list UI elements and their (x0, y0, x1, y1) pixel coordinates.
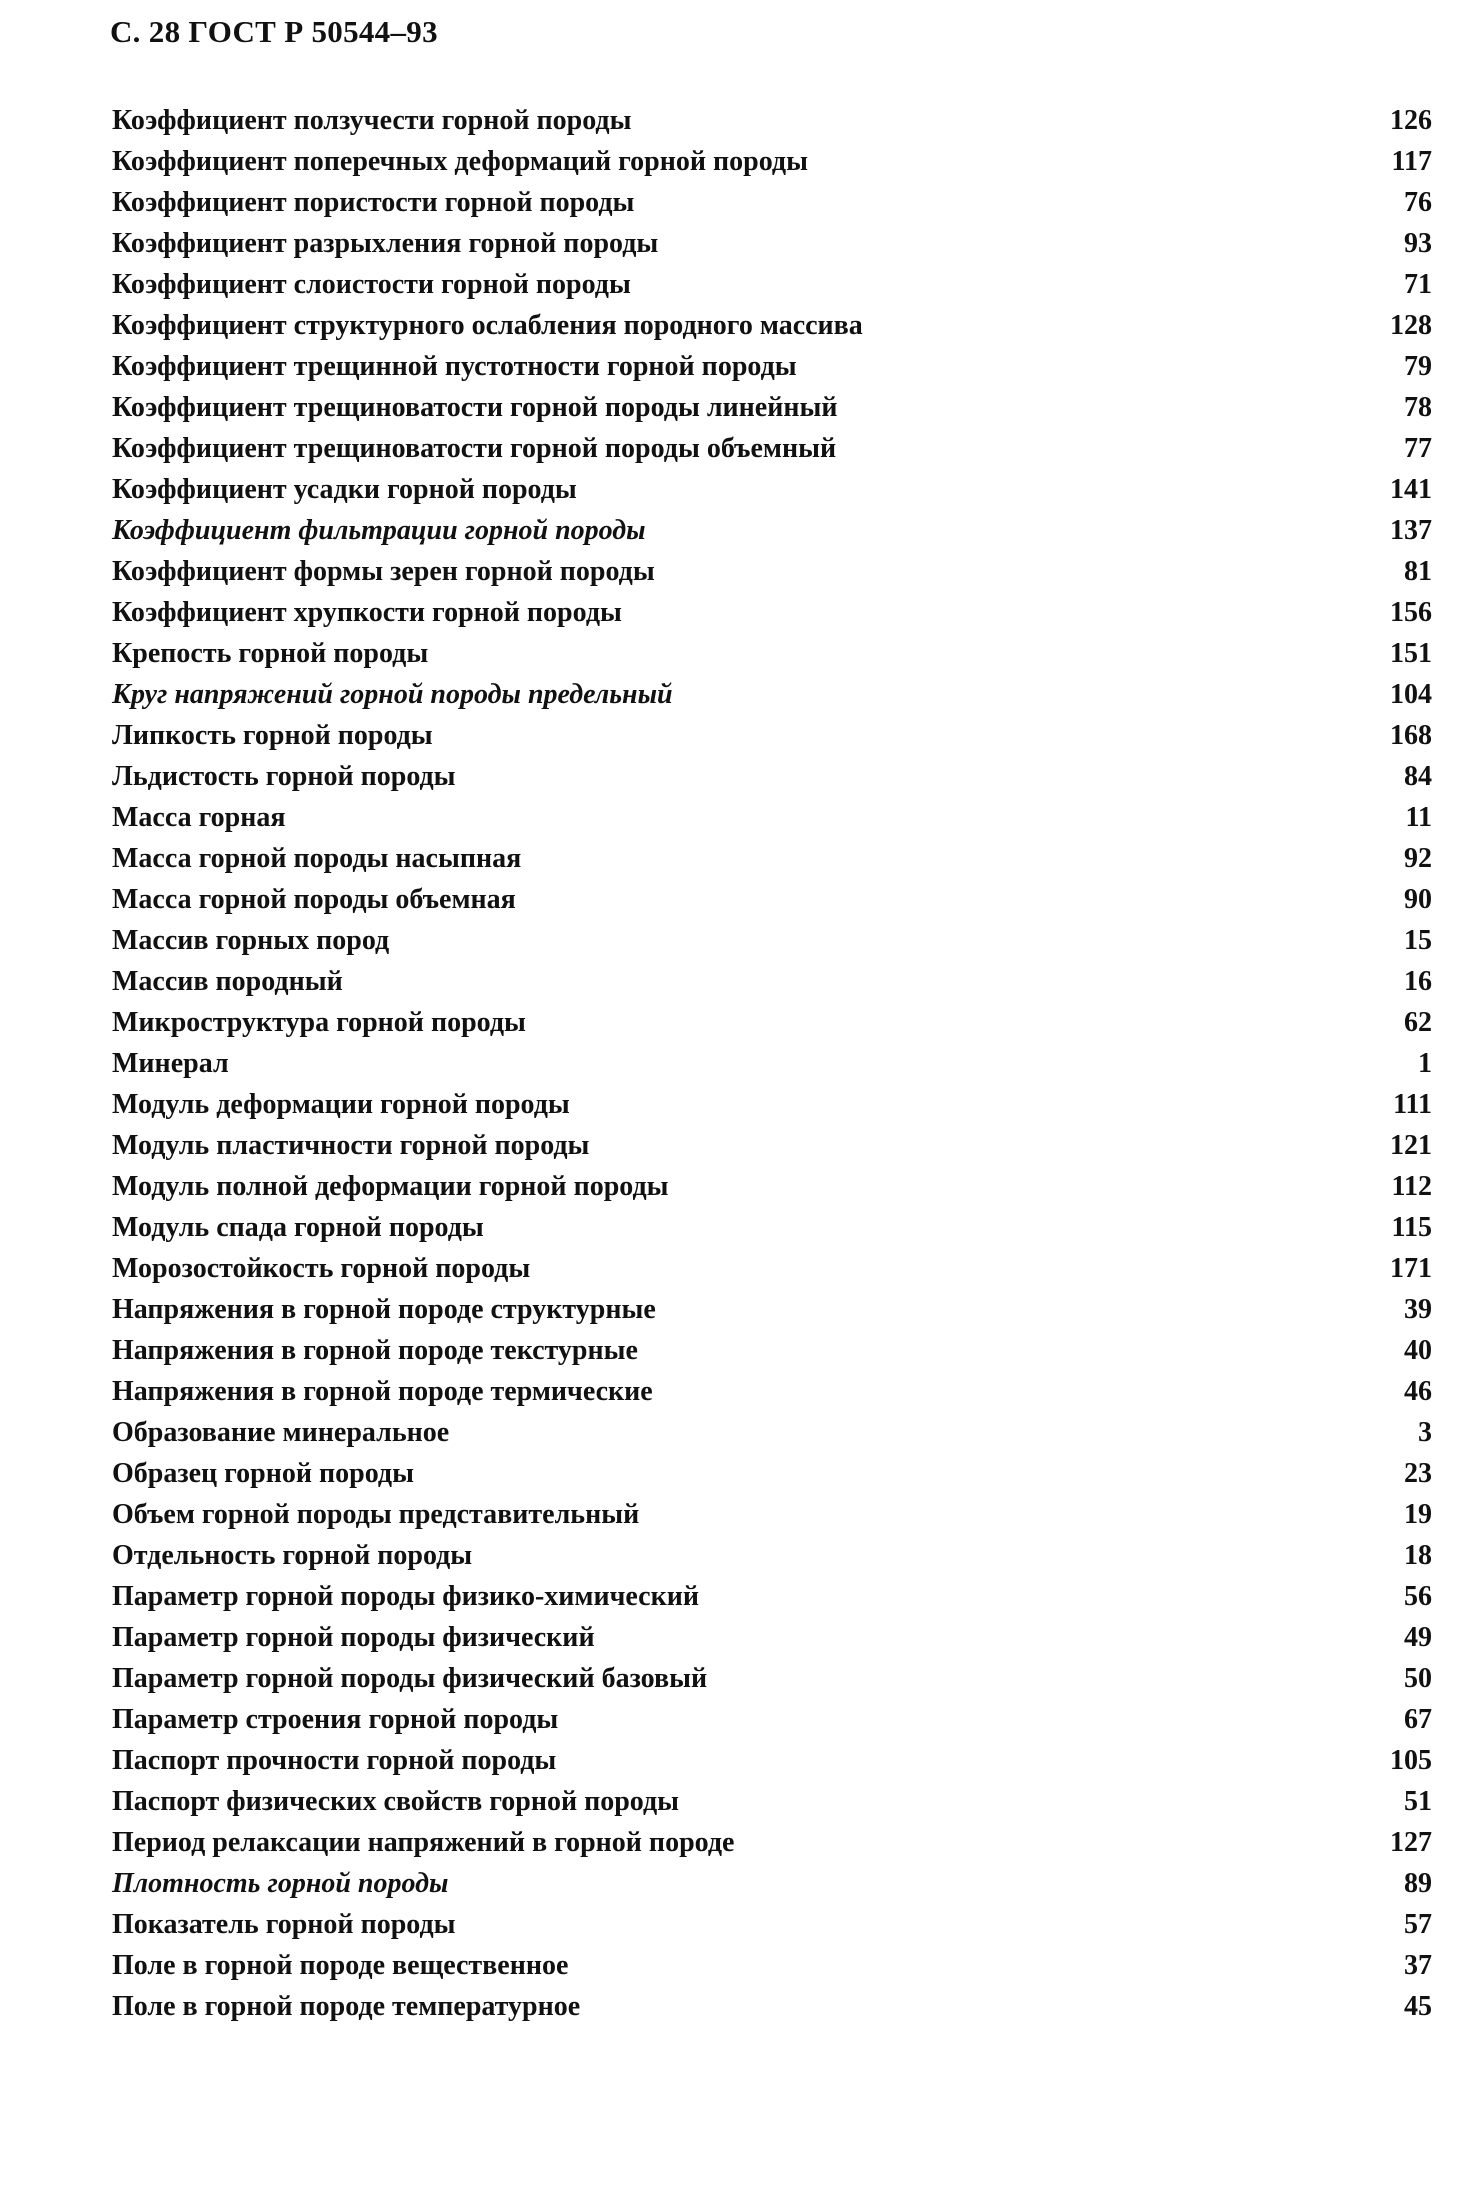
index-term: Коэффициент разрыхления горной породы (112, 228, 659, 259)
index-term: Минерал (112, 1048, 229, 1079)
index-entry (112, 1904, 1432, 1945)
index-term: Паспорт физических свойств горной породы (112, 1786, 680, 1817)
index-entry (112, 879, 1432, 920)
index-term: Параметр горной породы физико-химический (112, 1581, 700, 1612)
index-term: Напряжения в горной породе термические (112, 1376, 653, 1407)
index-entry (112, 305, 1432, 346)
index-entry (112, 182, 1432, 223)
index-entry (112, 1330, 1432, 1371)
index-term: Морозостойкость горной породы (112, 1253, 531, 1284)
index-term: Параметр горной породы физический базовый (112, 1663, 708, 1694)
index-term: Образование минеральное (112, 1417, 450, 1448)
index-entry (112, 1453, 1432, 1494)
index-term: Параметр горной породы физический (112, 1622, 595, 1653)
index-entry (112, 838, 1432, 879)
index-entry (112, 469, 1432, 510)
index-entry (112, 633, 1432, 674)
index-number: 104 (1390, 679, 1432, 710)
index-term: Массив горных пород (112, 925, 390, 956)
index-number: 77 (1404, 433, 1432, 464)
index-number: 15 (1404, 925, 1432, 956)
index-term: Масса горной породы насыпная (112, 843, 522, 874)
index-term: Коэффициент слоистости горной породы (112, 269, 631, 300)
index-term: Коэффициент хрупкости горной породы (112, 597, 622, 628)
index-entry (112, 674, 1432, 715)
index-number: 51 (1404, 1786, 1432, 1817)
index-entry (112, 1166, 1432, 1207)
index-entry (112, 1576, 1432, 1617)
index-number: 1 (1418, 1048, 1432, 1079)
index-entry (112, 1248, 1432, 1289)
index-term: Модуль пластичности горной породы (112, 1130, 590, 1161)
index-entry (112, 100, 1432, 141)
index-entry (112, 387, 1432, 428)
index-number: 168 (1390, 720, 1432, 751)
index-entry (112, 428, 1432, 469)
index-term: Модуль спада горной породы (112, 1212, 484, 1243)
index-term: Коэффициент трещиноватости горной породы линейный (112, 392, 838, 423)
index-term: Поле в горной породе температурное (112, 1991, 581, 2022)
index-entry (112, 551, 1432, 592)
index-number: 37 (1404, 1950, 1432, 1981)
index-entry (112, 1945, 1432, 1986)
index-entry (112, 223, 1432, 264)
index-term: Коэффициент поперечных деформаций горной породы (112, 146, 808, 177)
index-number: 71 (1404, 269, 1432, 300)
index-term: Период релаксации напряжений в горной породе (112, 1827, 735, 1858)
index-entry (112, 756, 1432, 797)
index-number: 156 (1390, 597, 1432, 628)
index-entry (112, 1494, 1432, 1535)
index-entry (112, 1207, 1432, 1248)
index-term: Объем горной породы представительный (112, 1499, 640, 1530)
index-term: Коэффициент усадки горной породы (112, 474, 577, 505)
index-term: Модуль полной деформации горной породы (112, 1171, 669, 1202)
index-number: 112 (1391, 1171, 1432, 1202)
index-list (112, 100, 1432, 2027)
page-header: С. 28 ГОСТ Р 50544–93 (110, 14, 438, 49)
index-entry (112, 141, 1432, 182)
index-number: 50 (1404, 1663, 1432, 1694)
index-entry (112, 1740, 1432, 1781)
index-term: Напряжения в горной породе текстурные (112, 1335, 638, 1366)
index-number: 78 (1404, 392, 1432, 423)
index-number: 137 (1390, 515, 1432, 546)
index-term: Коэффициент структурного ослабления породного массива (112, 310, 863, 341)
index-number: 92 (1404, 843, 1432, 874)
index-number: 105 (1390, 1745, 1432, 1776)
index-number: 40 (1404, 1335, 1432, 1366)
index-number: 171 (1390, 1253, 1432, 1284)
index-term: Микроструктура горной породы (112, 1007, 526, 1038)
index-entry (112, 1371, 1432, 1412)
index-term: Льдистость горной породы (112, 761, 456, 792)
index-term: Поле в горной породе вещественное (112, 1950, 569, 1981)
index-entry (112, 1084, 1432, 1125)
index-term: Коэффициент трещиноватости горной породы объемный (112, 433, 837, 464)
index-term: Коэффициент ползучести горной породы (112, 105, 632, 136)
index-number: 121 (1390, 1130, 1432, 1161)
index-entry (112, 346, 1432, 387)
index-entry (112, 797, 1432, 838)
index-entry (112, 1781, 1432, 1822)
index-entry (112, 1002, 1432, 1043)
index-number: 18 (1404, 1540, 1432, 1571)
index-term: Коэффициент формы зерен горной породы (112, 556, 655, 587)
index-entry (112, 961, 1432, 1002)
index-number: 151 (1390, 638, 1432, 669)
index-term: Отдельность горной породы (112, 1540, 473, 1571)
index-number: 46 (1404, 1376, 1432, 1407)
index-number: 81 (1404, 556, 1432, 587)
index-entry (112, 1617, 1432, 1658)
index-number: 16 (1404, 966, 1432, 997)
index-entry (112, 264, 1432, 305)
index-entry (112, 1986, 1432, 2027)
index-term: Паспорт прочности горной породы (112, 1745, 557, 1776)
index-term: Липкость горной породы (112, 720, 433, 751)
index-term: Коэффициент пористости горной породы (112, 187, 635, 218)
index-term: Параметр строения горной породы (112, 1704, 559, 1735)
index-entry (112, 1535, 1432, 1576)
index-term: Масса горная (112, 802, 286, 833)
index-number: 127 (1390, 1827, 1432, 1858)
index-entry (112, 510, 1432, 551)
index-number: 141 (1390, 474, 1432, 505)
index-number: 117 (1391, 146, 1432, 177)
index-entry (112, 1412, 1432, 1453)
index-number: 11 (1405, 802, 1432, 833)
index-number: 84 (1404, 761, 1432, 792)
index-number: 45 (1404, 1991, 1432, 2022)
index-term: Напряжения в горной породе структурные (112, 1294, 656, 1325)
index-entry (112, 592, 1432, 633)
index-number: 23 (1404, 1458, 1432, 1489)
index-term: Коэффициент трещинной пустотности горной породы (112, 351, 797, 382)
index-number: 115 (1391, 1212, 1432, 1243)
index-entry (112, 1043, 1432, 1084)
index-number: 56 (1404, 1581, 1432, 1612)
index-term: Массив породный (112, 966, 343, 997)
index-number: 128 (1390, 310, 1432, 341)
index-number: 76 (1404, 187, 1432, 218)
index-entry (112, 715, 1432, 756)
index-term: Крепость горной породы (112, 638, 429, 669)
index-term: Модуль деформации горной породы (112, 1089, 570, 1120)
index-number: 3 (1418, 1417, 1432, 1448)
index-number: 57 (1404, 1909, 1432, 1940)
index-entry (112, 1658, 1432, 1699)
index-number: 90 (1404, 884, 1432, 915)
index-entry (112, 920, 1432, 961)
index-term: Коэффициент фильтрации горной породы (112, 515, 646, 546)
index-term: Плотность горной породы (112, 1868, 449, 1899)
index-number: 19 (1404, 1499, 1432, 1530)
index-entry (112, 1699, 1432, 1740)
index-number: 49 (1404, 1622, 1432, 1653)
index-number: 39 (1404, 1294, 1432, 1325)
index-term: Круг напряжений горной породы предельный (112, 679, 673, 710)
index-number: 89 (1404, 1868, 1432, 1899)
index-entry (112, 1863, 1432, 1904)
index-entry (112, 1289, 1432, 1330)
index-number: 93 (1404, 228, 1432, 259)
index-term: Масса горной породы объемная (112, 884, 516, 915)
index-number: 62 (1404, 1007, 1432, 1038)
index-entry (112, 1822, 1432, 1863)
index-number: 111 (1393, 1089, 1432, 1120)
index-number: 126 (1390, 105, 1432, 136)
index-number: 79 (1404, 351, 1432, 382)
index-term: Показатель горной породы (112, 1909, 456, 1940)
index-number: 67 (1404, 1704, 1432, 1735)
index-entry (112, 1125, 1432, 1166)
index-term: Образец горной породы (112, 1458, 414, 1489)
